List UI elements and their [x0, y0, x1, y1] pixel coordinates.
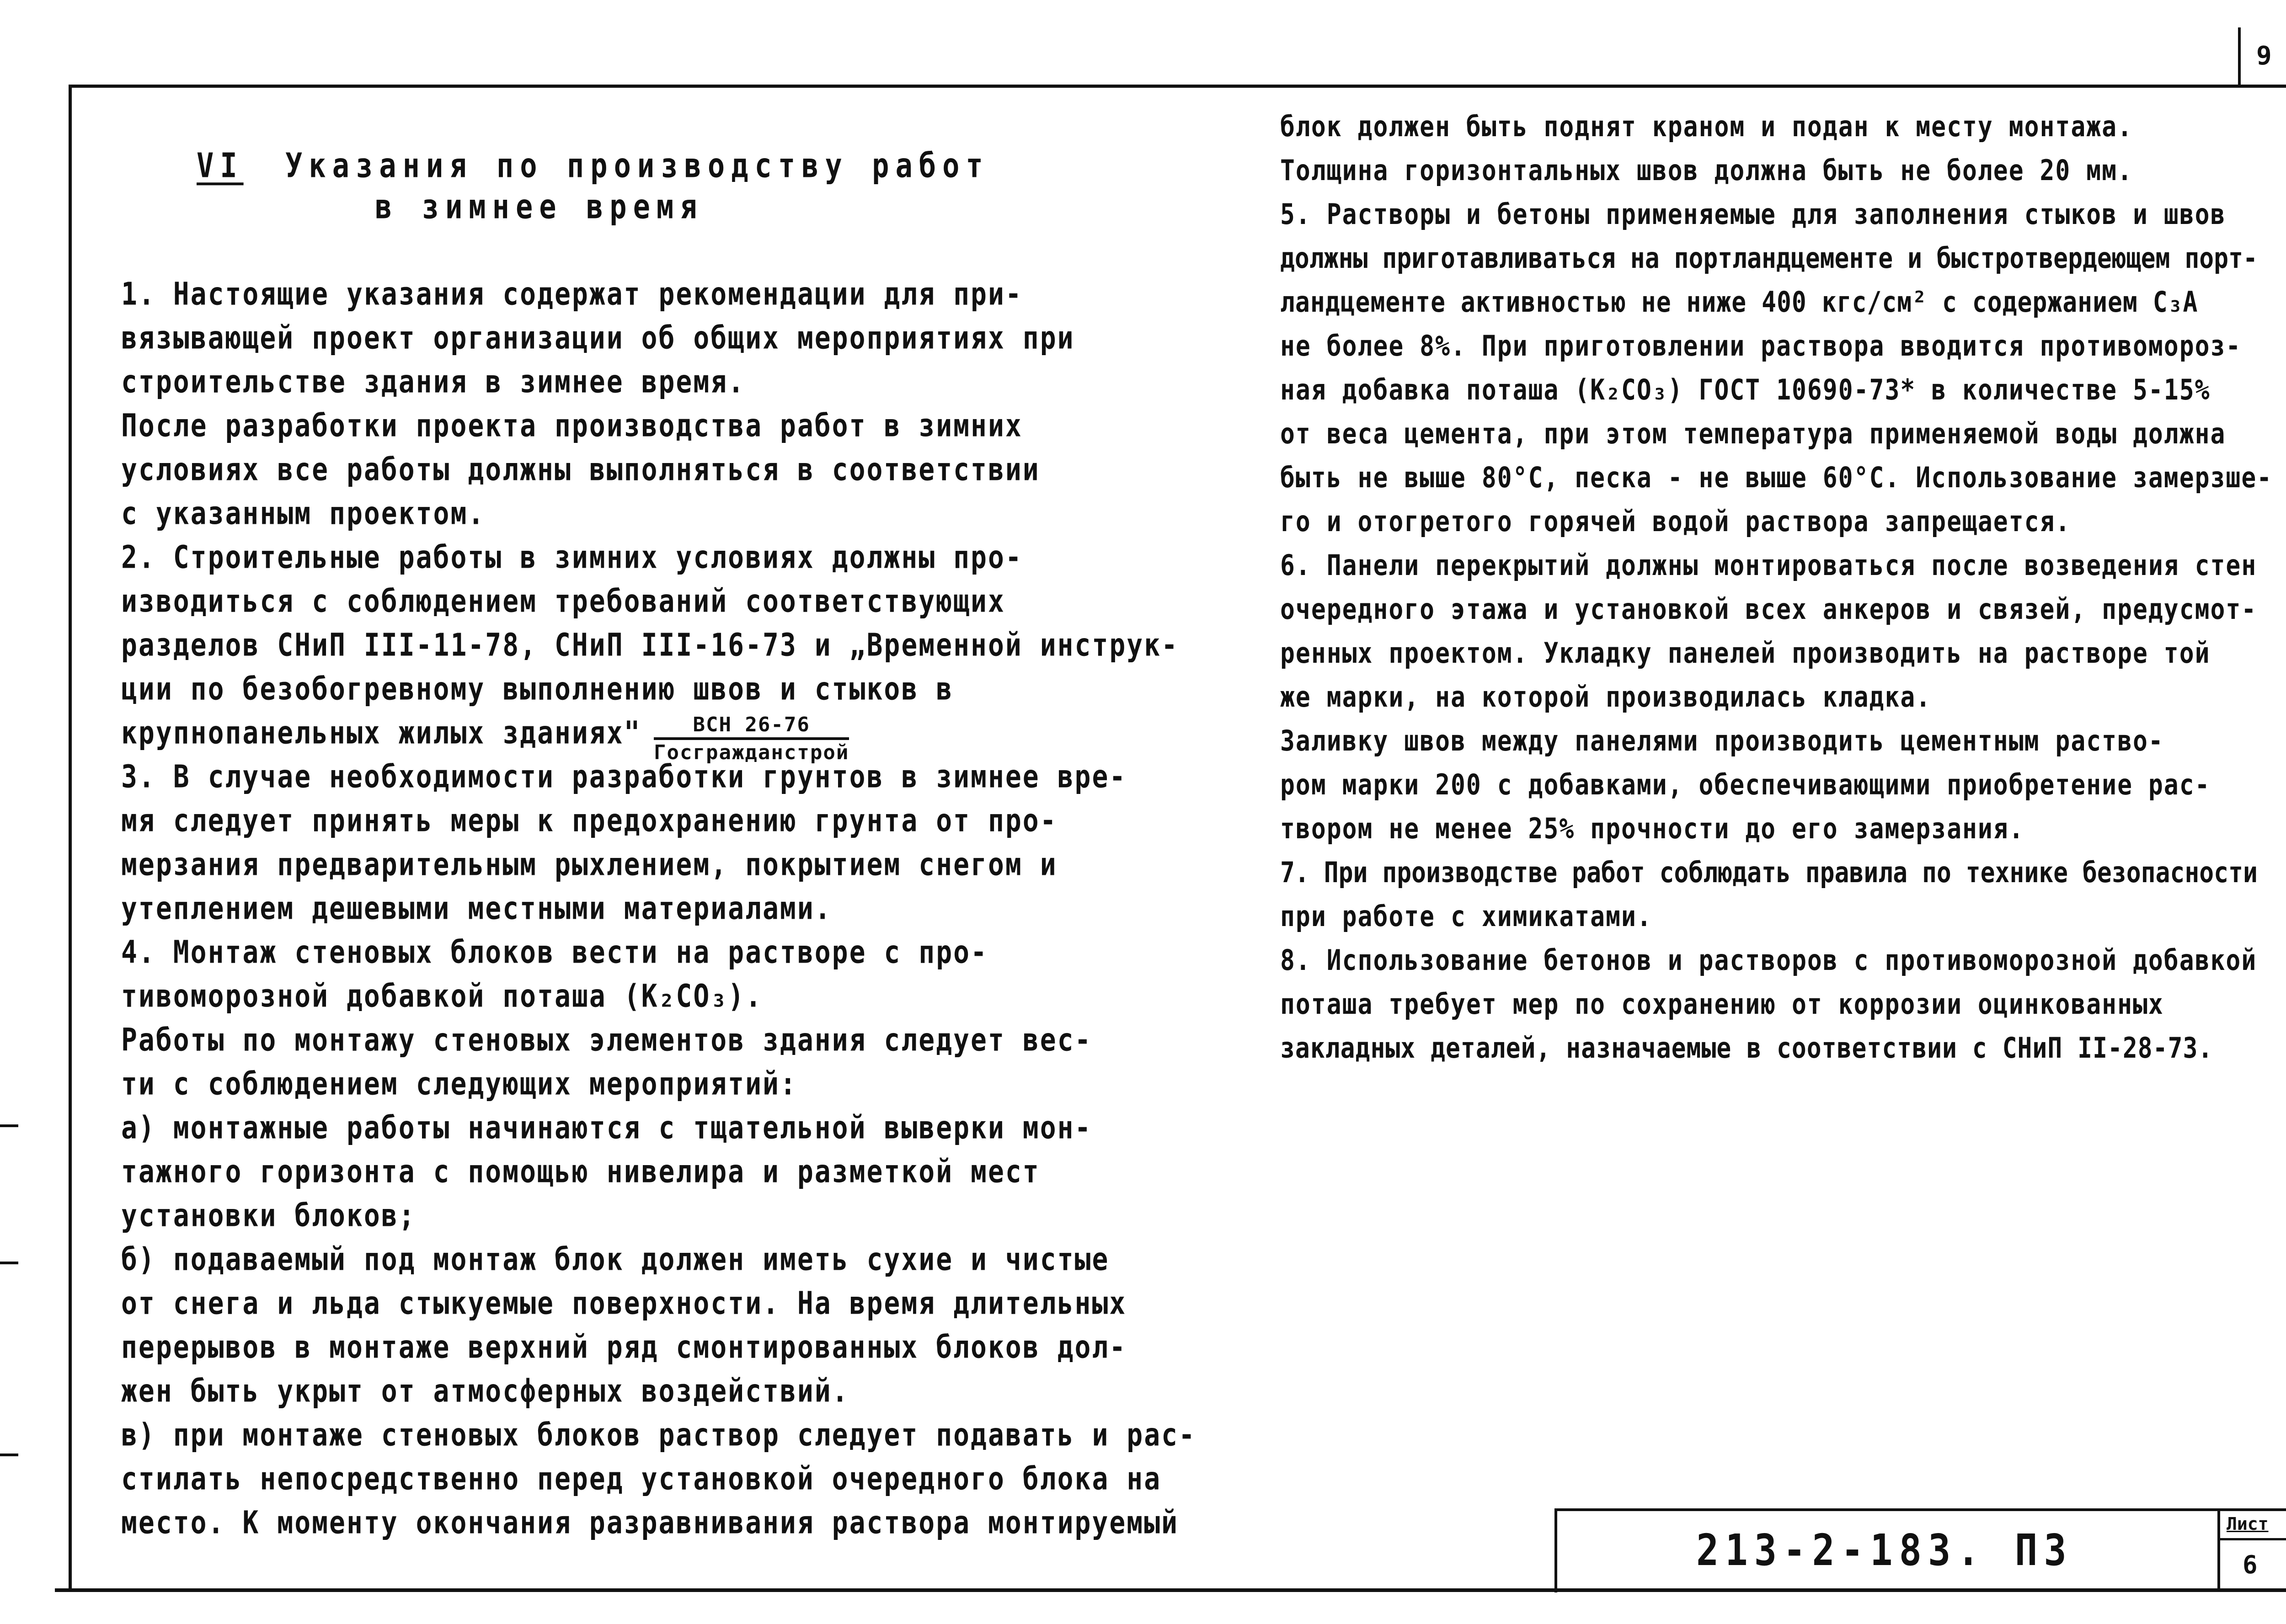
section-title: Указания по производству работ: [285, 145, 989, 186]
text-line: 2. Строительные работы в зимних условиях должны про-: [121, 538, 1023, 576]
text-line: тажного горизонта с помощью нивелира и разметкой мест: [121, 1153, 1040, 1190]
text-line: должны приготавливаться на портландцементе и быстротвердеющем порт-: [1280, 242, 2258, 275]
text-line: ром марки 200 с добавками, обеспечивающими приобретение рас-: [1280, 768, 2211, 802]
text-line: б) подаваемый под монтаж блок должен иметь сухие и чистые: [121, 1241, 1110, 1278]
page-number: 9: [2256, 41, 2272, 71]
section-heading-line1: [197, 145, 989, 186]
text-line: не более 8%. При приготовлении раствора вводится противомороз-: [1280, 330, 2242, 363]
page-number-box-line: [2238, 27, 2241, 87]
text-line: условиях все работы должны выполняться в соответствии: [121, 451, 1040, 488]
text-line: Заливку швов между панелями производить цементным раство-: [1280, 724, 2164, 758]
top-border: [69, 85, 2286, 88]
section-number: VI: [197, 145, 244, 186]
sheet-number: 6: [2243, 1550, 2258, 1579]
text-line: крупнопанельных жилых зданиях": [121, 714, 641, 751]
standard-fraction: [654, 713, 849, 764]
text-line: мерзания предварительным рыхлением, покрытием снегом и: [121, 846, 1058, 883]
text-line: строительстве здания в зимнее время.: [121, 363, 746, 400]
text-line: твором не менее 25% прочности до его замерзания.: [1280, 812, 2024, 846]
text-line: жен быть укрыт от атмосферных воздействий.: [121, 1372, 849, 1410]
text-line: 4. Монтаж стеновых блоков вести на растворе с про-: [121, 933, 988, 971]
text-line: с указанным проектом.: [121, 495, 486, 532]
document-code: 213-2-183. ПЗ: [1696, 1525, 2073, 1576]
text-line: Толщина горизонтальных швов должна быть не более 20 мм.: [1280, 154, 2133, 187]
sheet-label-divider: [2220, 1538, 2286, 1540]
left-border: [69, 85, 72, 1591]
text-line: 7. При производстве работ соблюдать правила по технике безопасности: [1280, 856, 2258, 889]
text-line: ции по безобогревному выполнению швов и стыков в: [121, 670, 954, 708]
text-line: стилать непосредственно перед установкой очередного блока на: [121, 1460, 1162, 1497]
text-line: 5. Растворы и бетоны применяемые для заполнения стыков и швов: [1280, 198, 2226, 231]
right-text-column: [1280, 105, 2273, 1070]
fraction-denominator: Госгражданстрой: [654, 741, 849, 764]
fraction-numerator: ВСН 26-76: [654, 713, 849, 740]
title-block-divider: [2217, 1508, 2220, 1590]
text-line: от снега и льда стыкуемые поверхности. На время длительных: [121, 1284, 1127, 1322]
text-line: поташа требует мер по сохранению от коррозии оцинкованных: [1280, 988, 2164, 1021]
text-line: изводиться с соблюдением требований соответствующих: [121, 582, 1005, 620]
text-line: После разработки проекта производства работ в зимних: [121, 407, 1023, 444]
margin-tick: [0, 1124, 18, 1127]
text-line: быть не выше 80°С, песка - не выше 60°С. Использование замерзше-: [1280, 461, 2273, 495]
text-line: 6. Панели перекрытий должны монтироваться после возведения стен: [1280, 549, 2257, 582]
text-line: ренных проектом. Укладку панелей производить на растворе той: [1280, 637, 2211, 670]
text-line: 8. Использование бетонов и растворов с противоморозной добавкой: [1280, 944, 2257, 977]
text-line: а) монтажные работы начинаются с тщательной выверки мон-: [121, 1109, 1092, 1146]
text-line: место. К моменту окончания разравнивания раствора монтируемый: [121, 1504, 1179, 1541]
section-heading-line2: в зимнее время: [375, 186, 704, 227]
text-line: 3. В случае необходимости разработки грунтов в зимнее вре-: [121, 758, 1127, 795]
margin-tick: [0, 1454, 18, 1456]
text-line: в) при монтаже стеновых блоков раствор следует подавать и рас-: [121, 1416, 1196, 1454]
text-line: же марки, на которой производилась кладка.: [1280, 681, 1932, 714]
text-line: разделов СНиП III-11-78, СНиП III-16-73 и „Временной инструк-: [121, 626, 1179, 664]
text-line: установки блоков;: [121, 1197, 416, 1234]
text-line: Работы по монтажу стеновых элементов здания следует вес-: [121, 1021, 1092, 1059]
text-line: мя следует принять меры к предохранению грунта от про-: [121, 802, 1058, 839]
text-line: очередного этажа и установкой всех анкеров и связей, предусмот-: [1280, 593, 2257, 626]
text-line: утеплением дешевыми местными материалами.: [121, 889, 832, 927]
text-line: го и отогретого горячей водой раствора запрещается.: [1280, 505, 2071, 538]
text-line: закладных деталей, назначаемые в соответствии с СНиП II-28-73.: [1280, 1032, 2213, 1065]
sheet-label: Лист: [2227, 1514, 2269, 1534]
text-line: от веса цемента, при этом температура применяемой воды должна: [1280, 417, 2226, 451]
text-line: ландцементе активностью не ниже 400 кгс/см² с содержанием C₃A: [1280, 286, 2198, 319]
text-line: тивоморозной добавкой поташа (K₂CO₃).: [121, 977, 763, 1015]
text-line: блок должен быть поднят краном и подан к месту монтажа.: [1280, 110, 2133, 144]
text-line: ная добавка поташа (K₂CO₃) ГОСТ 10690-73* в количестве 5-15%: [1280, 373, 2211, 407]
text-line: 1. Настоящие указания содержат рекомендации для при-: [121, 275, 1023, 313]
text-line: перерывов в монтаже верхний ряд смонтированных блоков дол-: [121, 1328, 1127, 1366]
text-line: при работе с химикатами.: [1280, 900, 1652, 933]
margin-tick: [0, 1262, 18, 1264]
text-line: вязывающей проект организации об общих мероприятиях при: [121, 319, 1075, 357]
text-line: ти с соблюдением следующих мероприятий:: [121, 1065, 797, 1102]
left-text-column: [121, 272, 1196, 1544]
